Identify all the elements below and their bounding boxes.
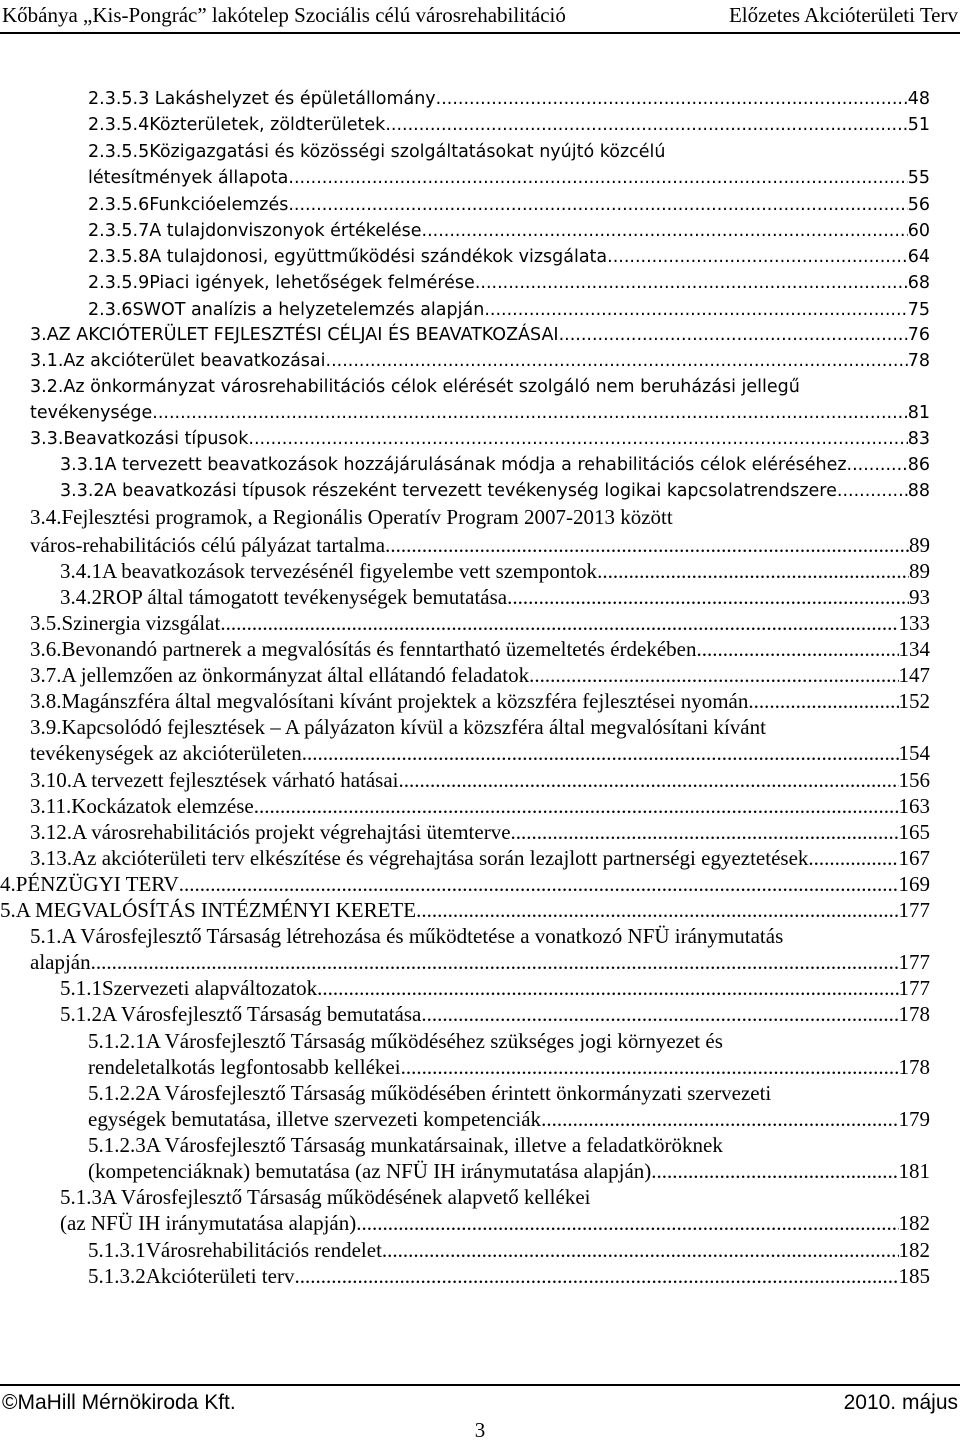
toc-entry-page: 169	[898, 872, 930, 896]
toc-entry-title: 3.5.Szinergia vizsgálat	[30, 611, 221, 635]
toc-entry-page: 179	[898, 1107, 930, 1131]
toc-dot-leader	[421, 1001, 898, 1027]
toc-entry[interactable]	[60, 1184, 590, 1210]
toc-entry-page: 64	[907, 247, 930, 267]
toc-entry-page: 182	[898, 1211, 930, 1235]
toc-entry[interactable]	[30, 348, 930, 374]
toc-entry-title: 3.7.A jellemzően az önkormányzat által ellátandó feladatok	[30, 663, 530, 687]
toc-entry[interactable]	[88, 297, 930, 323]
toc-dot-leader	[294, 1263, 898, 1289]
toc-entry-page: 83	[907, 429, 930, 449]
toc-entry-title: 5.1.2A Városfejlesztő Társaság bemutatása	[60, 1002, 422, 1026]
toc-dot-leader	[152, 400, 907, 426]
toc-entry-page: 56	[907, 195, 930, 215]
toc-entry-title: 5.1.2.1A Városfejlesztő Társaság működéséhez szükséges jogi környezet és	[88, 1029, 723, 1053]
toc-dot-leader	[847, 452, 908, 478]
toc-entry-page: 76	[907, 325, 930, 345]
toc-dot-leader	[529, 662, 898, 688]
toc-entry-page: 89	[909, 559, 930, 583]
toc-entry[interactable]	[88, 86, 930, 112]
toc-dot-leader	[696, 636, 898, 662]
toc-entry[interactable]	[60, 478, 930, 504]
toc-entry-title: 5.1.2.3A Városfejlesztő Társaság munkatársainak, illetve a feladatköröknek	[88, 1133, 723, 1157]
toc-entry-page: 165	[898, 820, 930, 844]
toc-entry[interactable]	[88, 1237, 930, 1263]
toc-entry[interactable]	[60, 452, 930, 478]
toc-entry-page: 152	[898, 689, 930, 713]
toc-entry-title: város-rehabilitációs célú pályázat tartalma	[30, 533, 386, 557]
toc-entry-title: 5.1.2.2A Városfejlesztő Társaság működésében érintett önkormányzati szervezeti	[88, 1081, 772, 1105]
toc-entry-title: 3.AZ AKCIÓTERÜLET FEJLESZTÉSI CÉLJAI ÉS BEAVATKOZÁSAI	[30, 325, 559, 345]
toc-entry[interactable]	[30, 949, 930, 975]
toc-dot-leader	[91, 949, 899, 975]
toc-dot-leader	[326, 348, 908, 374]
toc-dot-leader	[288, 192, 907, 218]
toc-dot-leader	[541, 1106, 898, 1132]
toc-entry-page: 75	[907, 300, 930, 320]
toc-entry-title: 3.3.Beavatkozási típusok	[30, 429, 249, 449]
toc-dot-leader	[607, 244, 908, 270]
toc-entry-title: 5.1.A Városfejlesztő Társaság létrehozása és működtetése a vonatkozó NFÜ iránymutatás	[30, 924, 784, 948]
toc-dot-leader	[436, 86, 908, 112]
toc-entry[interactable]	[88, 1132, 723, 1158]
toc-entry-title: egységek bemutatása, illetve szervezeti kompetenciák	[88, 1107, 542, 1131]
toc-dot-leader	[317, 975, 898, 1001]
toc-dot-leader	[385, 532, 909, 558]
toc-entry[interactable]	[60, 584, 930, 610]
toc-entry-title: (az NFÜ IH iránymutatása alapján)	[60, 1211, 357, 1235]
toc-dot-leader	[597, 558, 909, 584]
toc-entry[interactable]	[30, 767, 930, 793]
toc-entry-page: 55	[907, 168, 930, 188]
toc-dot-leader	[837, 478, 908, 504]
toc-entry-page: 81	[907, 403, 930, 423]
header-title: Kőbánya „Kis-Pongrác” lakótelep Szociális célú városrehabilitáció	[2, 3, 566, 27]
toc-entry-page: 167	[898, 846, 930, 870]
toc-entry-title: rendeletalkotás legfontosabb kellékei	[88, 1055, 401, 1079]
toc-entry[interactable]	[88, 1106, 930, 1132]
toc-entry-title: 3.2.Az önkormányzat városrehabilitációs célok elérését szolgáló nem beruházási jellegű	[30, 377, 800, 397]
toc-dot-leader	[220, 610, 898, 636]
toc-entry-title: 2.3.6SWOT analízis a helyzetelemzés alapján	[88, 300, 485, 320]
toc-entry-page: 181	[898, 1159, 930, 1183]
toc-dot-leader	[385, 112, 907, 138]
toc-entry-page: 68	[907, 273, 930, 293]
toc-dot-leader	[814, 845, 899, 871]
toc-entry[interactable]	[88, 244, 930, 270]
toc-entry[interactable]	[30, 923, 783, 949]
toc-entry-title: 5.1.3.2Akcióterületi terv	[88, 1264, 295, 1288]
toc-entry-page: 178	[898, 1002, 930, 1026]
toc-entry[interactable]	[0, 897, 930, 923]
toc-entry[interactable]	[30, 688, 930, 714]
toc-entry-page: 133	[898, 611, 930, 635]
toc-dot-leader	[399, 767, 899, 793]
toc-entry-page: 78	[907, 351, 930, 371]
toc-entry[interactable]	[88, 218, 930, 244]
toc-dot-leader	[288, 165, 907, 191]
toc-entry-title: 3.1.Az akcióterület beavatkozásai	[30, 351, 326, 371]
toc-entry[interactable]	[88, 165, 930, 191]
toc-dot-leader	[422, 218, 908, 244]
toc-entry[interactable]	[30, 400, 930, 426]
toc-entry-title: tevékenységek az akcióterületen	[30, 741, 302, 765]
toc-entry-title: 5.1.3.1Városrehabilitációs rendelet	[88, 1238, 382, 1262]
toc-entry[interactable]	[30, 740, 930, 766]
toc-entry[interactable]	[30, 532, 930, 558]
toc-entry-title: tevékenysége	[30, 403, 153, 423]
toc-dot-leader	[382, 1237, 899, 1263]
toc-dot-leader	[748, 688, 898, 714]
toc-entry-page: 178	[898, 1055, 930, 1079]
toc-entry-page: 147	[898, 663, 930, 687]
toc-entry-title: 3.6.Bevonandó partnerek a megvalósítás és fenntartható üzemeltetés érdekében	[30, 637, 697, 661]
toc-entry[interactable]	[88, 1158, 930, 1184]
toc-entry-title: 3.4.Fejlesztési programok, a Regionális Operatív Program 2007-2013 között	[30, 505, 673, 529]
toc-entry[interactable]	[88, 1080, 771, 1106]
header-document-type: Előzetes Akcióterületi Terv	[728, 3, 958, 27]
toc-entry-page: 88	[907, 481, 930, 501]
toc-entry-title: 2.3.5.7A tulajdonviszonyok értékelése	[88, 221, 422, 241]
toc-entry[interactable]	[88, 1263, 930, 1289]
toc-entry-title: 5.1.1Szervezeti alapváltozatok	[60, 976, 318, 1000]
footer-copyright: ©MaHill Mérnökiroda Kft.	[2, 1391, 236, 1414]
toc-entry[interactable]	[30, 714, 766, 740]
toc-dot-leader	[356, 1210, 898, 1236]
toc-entry-page: 134	[898, 637, 930, 661]
toc-entry-title: 2.3.5.4Közterületek, zöldterületek	[88, 115, 386, 135]
toc-entry-page: 156	[898, 768, 930, 792]
toc-entry[interactable]	[0, 871, 930, 897]
footer-date: 2010. május	[843, 1391, 958, 1414]
toc-entry-page: 182	[898, 1238, 930, 1262]
toc-entry[interactable]	[60, 975, 930, 1001]
toc-entry-title: 2.3.5.9Piaci igények, lehetőségek felmérése	[88, 273, 475, 293]
toc-entry-page: 60	[907, 221, 930, 241]
toc-entry[interactable]	[30, 845, 930, 871]
toc-entry[interactable]	[30, 793, 930, 819]
toc-entry-page: 177	[898, 898, 930, 922]
toc-dot-leader	[254, 793, 899, 819]
toc-entry[interactable]	[60, 1210, 930, 1236]
toc-entry[interactable]	[30, 636, 930, 662]
toc-entry-title: (kompetenciáknak) bemutatása (az NFÜ IH iránymutatása alapján)	[88, 1159, 652, 1183]
toc-entry-page: 154	[898, 741, 930, 765]
toc-dot-leader	[179, 871, 899, 897]
toc-entry-title: 2.3.5.3 Lakáshelyzet és épületállomány	[88, 89, 436, 109]
toc-entry-page: 93	[909, 585, 930, 609]
toc-entry-page: 177	[898, 950, 930, 974]
toc-entry[interactable]	[30, 504, 673, 530]
toc-entry[interactable]	[88, 112, 930, 138]
toc-entry-title: létesítmények állapota	[88, 168, 289, 188]
toc-entry-page: 163	[898, 794, 930, 818]
toc-dot-leader	[475, 270, 908, 296]
toc-dot-leader	[484, 297, 907, 323]
toc-entry[interactable]	[60, 558, 930, 584]
toc-entry-title: 2.3.5.6Funkcióelemzés	[88, 195, 289, 215]
toc-entry[interactable]	[30, 610, 930, 636]
toc-entry[interactable]	[88, 139, 665, 165]
toc-entry-title: 2.3.5.5Közigazgatási és közösségi szolgáltatásokat nyújtó közcélú	[88, 142, 666, 162]
toc-entry-title: 4.PÉNZÜGYI TERV	[0, 872, 179, 896]
toc-entry-title: 5.1.3A Városfejlesztő Társaság működésének alapvető kellékei	[60, 1185, 591, 1209]
toc-entry-title: 3.4.1A beavatkozások tervezésénél figyelembe vett szempontok	[60, 559, 598, 583]
toc-entry-title: 3.12.A városrehabilitációs projekt végrehajtási ütemterve	[30, 820, 511, 844]
toc-entry[interactable]	[30, 322, 930, 348]
toc-entry-page: 51	[907, 115, 930, 135]
toc-entry-title: 3.11.Kockázatok elemzése	[30, 794, 254, 818]
toc-dot-leader	[559, 322, 908, 348]
toc-entry-title: 3.8.Magánszféra által megvalósítani kívánt projektek a közszféra fejlesztései nyomán	[30, 689, 749, 713]
toc-dot-leader	[507, 584, 909, 610]
toc-entry-page: 48	[907, 89, 930, 109]
toc-dot-leader	[651, 1158, 898, 1184]
toc-dot-leader	[248, 426, 907, 452]
toc-entry-page: 177	[898, 976, 930, 1000]
toc-dot-leader	[511, 819, 899, 845]
toc-entry[interactable]	[88, 192, 930, 218]
toc-entry[interactable]	[30, 662, 930, 688]
toc-entry-page: 86	[907, 455, 930, 475]
toc-entry[interactable]	[88, 1028, 723, 1054]
page-number: 3	[474, 1418, 486, 1442]
toc-entry-page: 89	[909, 533, 930, 557]
toc-entry[interactable]	[88, 270, 930, 296]
footer-divider	[0, 1384, 960, 1386]
toc-entry[interactable]	[30, 819, 930, 845]
toc-entry[interactable]	[30, 374, 800, 400]
toc-entry-title: 2.3.5.8A tulajdonosi, együttműködési szándékok vizsgálata	[88, 247, 608, 267]
toc-entry-page: 185	[898, 1264, 930, 1288]
toc-entry-title: 3.13.Az akcióterületi terv elkészítése és végrehajtása során lezajlott partnerségi egyeztetések.	[30, 846, 814, 870]
toc-dot-leader	[416, 897, 898, 923]
toc-entry-title: 3.9.Kapcsolódó fejlesztések – A pályázaton kívül a közszféra által megvalósítani kívánt	[30, 715, 766, 739]
toc-entry[interactable]	[30, 426, 930, 452]
toc-entry-title: 3.3.1A tervezett beavatkozások hozzájárulásának módja a rehabilitációs célok eléréséhez	[60, 455, 847, 475]
toc-dot-leader	[302, 740, 899, 766]
page-header	[0, 0, 960, 34]
toc-entry[interactable]	[88, 1054, 930, 1080]
toc-entry-title: 5.A MEGVALÓSÍTÁS INTÉZMÉNYI KERETE	[0, 898, 417, 922]
toc-entry-title: 3.10.A tervezett fejlesztések várható hatásai	[30, 768, 399, 792]
toc-dot-leader	[401, 1054, 899, 1080]
toc-entry-title: 3.3.2A beavatkozási típusok részeként tervezett tevékenység logikai kapcsolatrendszere	[60, 481, 837, 501]
toc-entry-title: 3.4.2ROP által támogatott tevékenységek bemutatása	[60, 585, 508, 609]
toc-entry[interactable]	[60, 1001, 930, 1027]
toc-entry-title: alapján	[30, 950, 91, 974]
